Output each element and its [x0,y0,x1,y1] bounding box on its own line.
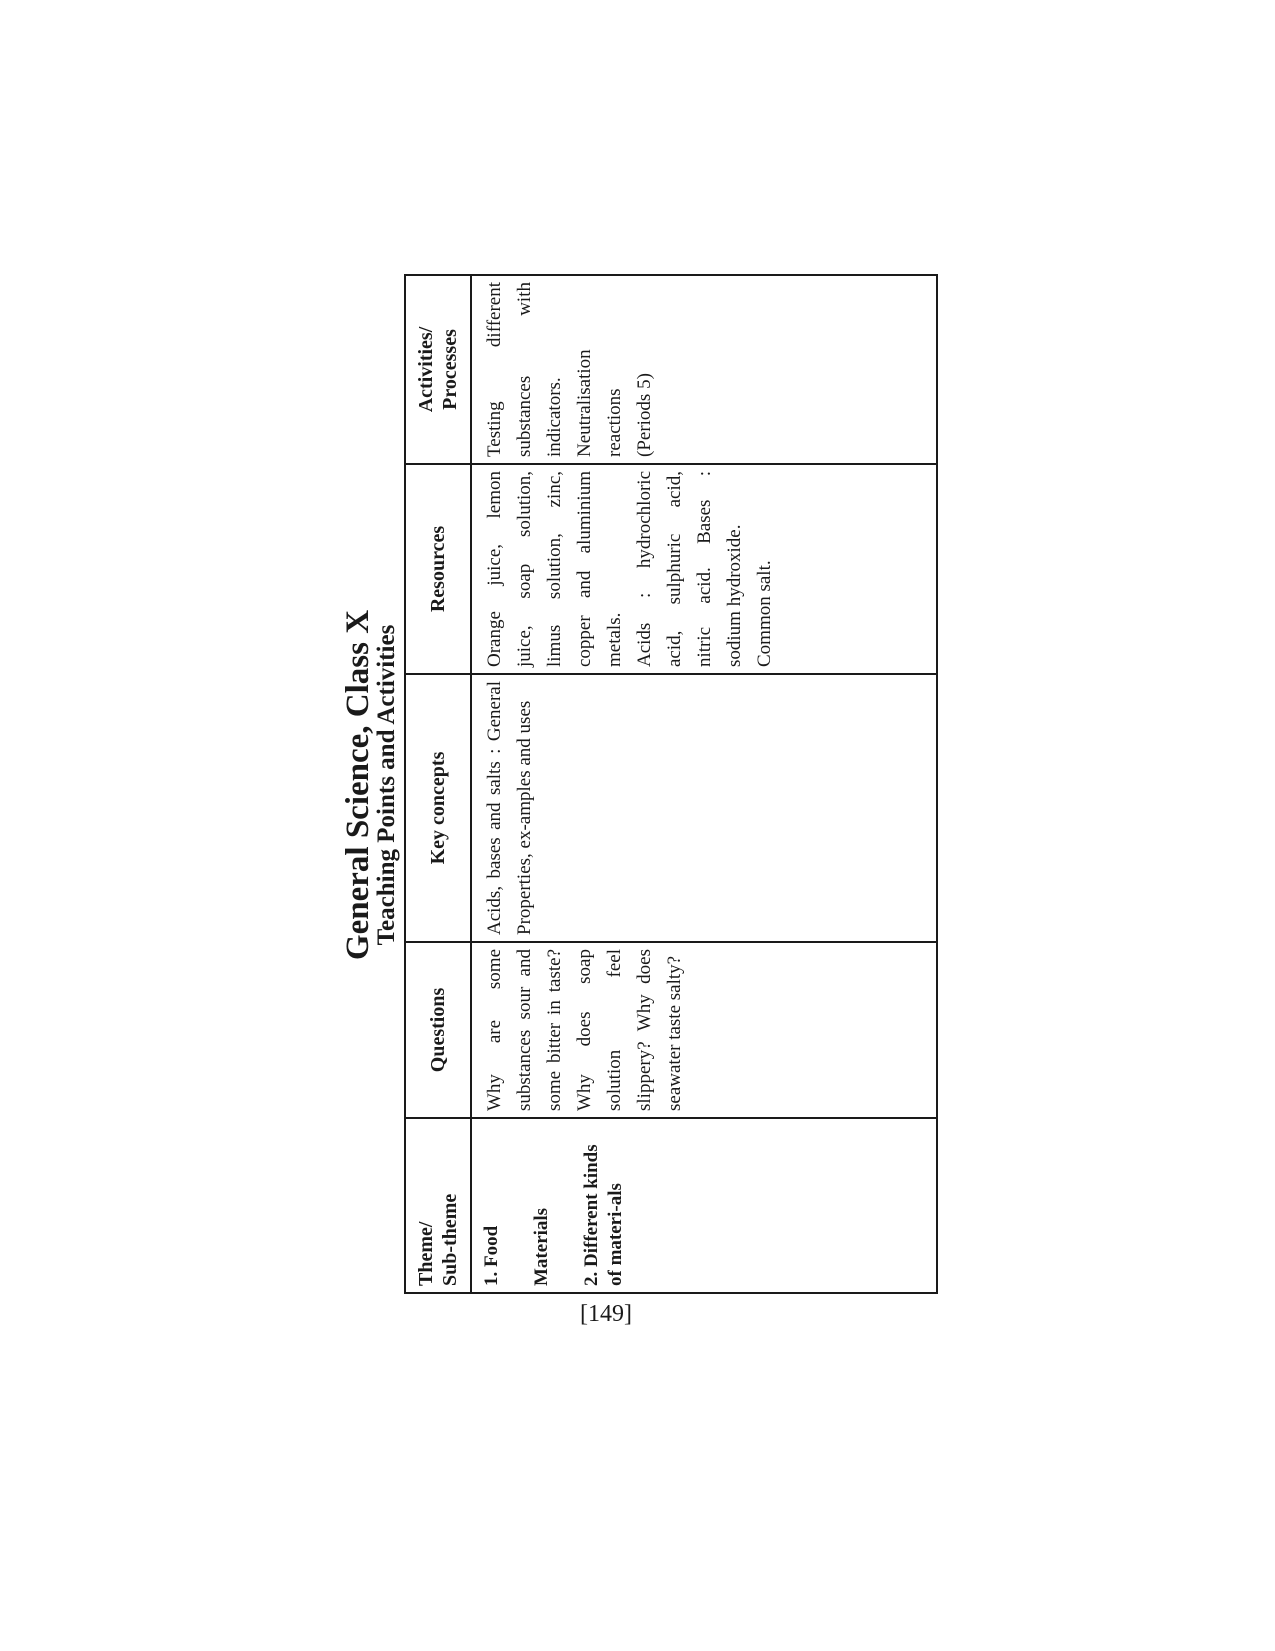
theme-different-kinds: 2. Different kinds of materi-als [581,1144,626,1286]
header-activities-line1: Activities/ [415,326,437,413]
header-theme-line2: Sub-theme [439,1193,461,1286]
theme-materials: Materials [531,1207,552,1286]
resources-salt: Common salt. [754,560,775,667]
rotated-page-content [340,276,938,1294]
activities-periods: (Periods 5) [634,373,655,457]
cell-theme [471,1118,937,1293]
page-title: General Science, Class X [340,609,376,961]
theme-food: 1. Food [481,1225,502,1286]
page-number: [149] [580,1301,632,1327]
activities-testing: Testing different substances with indicators. [484,282,565,457]
activities-neutralisation: Neutralisation reactions [574,349,625,457]
resources-materials: Orange juice, lemon juice, soap solution, limus solution, zinc, copper and aluminium metals. [484,471,625,667]
header-activities [405,275,471,464]
header-key-concepts: Key concepts [405,674,471,942]
header-activities-line2: Processes [439,329,461,410]
resources-acids-bases: Acids : hydrochloric acid, sulphuric acid, nitric acid. Bases : sodium hydroxide. [634,471,745,667]
cell-questions: Why are some substances sour and some bitter in taste? Why does soap solution feel slippery? Why does seawater taste salty? [471,942,937,1118]
teaching-points-table [404,274,938,1294]
header-theme-line1: Theme/ [415,1221,437,1286]
page-subtitle: Teaching Points and Activities [373,624,400,946]
cell-resources [471,464,937,674]
table-header-row [405,275,471,1293]
table-row [471,275,937,1293]
cell-key-concepts: Acids, bases and salts : General Properties, ex-amples and uses [471,674,937,942]
header-theme [405,1118,471,1293]
header-questions: Questions [405,942,471,1118]
cell-activities [471,275,937,464]
header-resources: Resources [405,464,471,674]
